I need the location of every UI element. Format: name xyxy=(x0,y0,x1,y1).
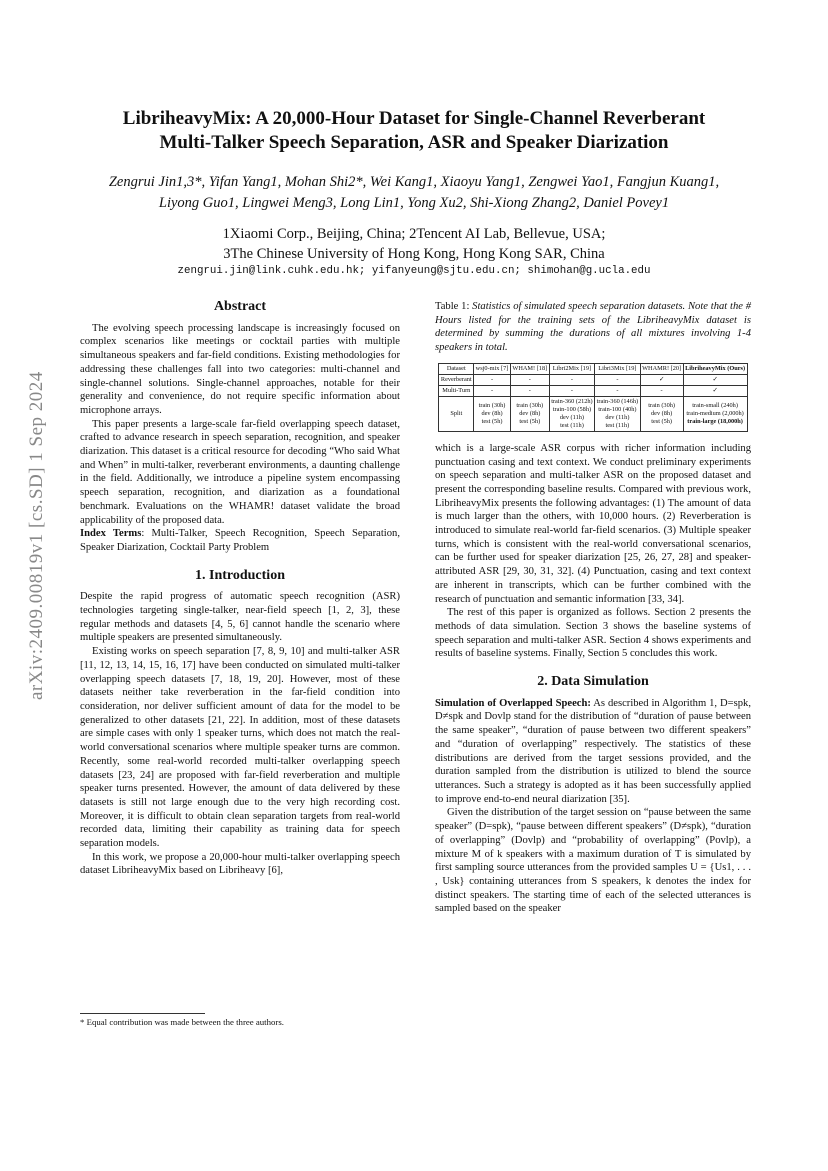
table-cell xyxy=(595,396,640,431)
footnote: * Equal contribution was made between the three authors. xyxy=(80,1017,284,1027)
table-cell xyxy=(683,396,747,431)
table-cell: ✓ xyxy=(683,385,747,396)
split-item: test (5h) xyxy=(481,417,503,425)
split-item: test (5h) xyxy=(651,417,673,425)
authors xyxy=(80,172,748,214)
table-header-row xyxy=(439,363,747,374)
title-line-2: Multi-Talker Speech Separation, ASR and Speaker Diarization xyxy=(159,132,669,153)
split-item: train-small (240h) xyxy=(692,401,738,409)
affiliation-line-1: 1Xiaomi Corp., Beijing, China; 2Tencent AI Lab, Bellevue, USA; xyxy=(222,226,606,242)
index-terms-label: Index Terms xyxy=(80,528,142,540)
table-header-dataset: Dataset xyxy=(439,363,474,374)
right-paragraph-1: which is a large-scale ASR corpus with richer information including punctuation casing and text context. We conduct preliminary experiments on speech separation and multi-talker ASR on the proposed dataset and present the corresponding baseline results. Compared with previous work, LibriheavyMix presents the following advantages: (1) The amount of data is much larger than the others, with 10,000 hours. (2) Reverberation is introduced to simulate real-world far-field scenarios. (3) Multiple speaker turns, which is consistent with the real-world conversational scenarios, can be further used for speaker diarization [25, 26, 27, 28] and speaker-attributed ASR [29, 30, 31, 32]. (4) Punctuation, casing and text context are inherent in transcripts, which can be further combined with the research of punctuation and semantic information [33, 34]. xyxy=(435,442,751,605)
table-header-col: Libri3Mix [19] xyxy=(595,363,640,374)
footnote-rule xyxy=(80,1013,205,1014)
table-cell: - xyxy=(549,385,594,396)
split-item: dev (8h) xyxy=(519,409,541,417)
split-item: train-360 (212h) xyxy=(551,397,593,405)
table-row-multi-turn xyxy=(439,385,747,396)
table-header-col: wsj0-mix [7] xyxy=(474,363,511,374)
table-cell: - xyxy=(474,385,511,396)
split-item: test (5h) xyxy=(519,417,541,425)
abstract-paragraph-1: The evolving speech processing landscape is increasingly focused on complex scenarios like meetings or cocktail parties with multiple simultaneous speakers and far-field conditions. Existing methodologies for addressing these challenges fall into two categories: multi-channel and single-channel solutions. Single-channel approaches, notable for their generality and convenience, do not require specific information about microphone arrays. xyxy=(80,322,400,416)
table-row-split xyxy=(439,396,747,431)
table-cell xyxy=(640,396,683,431)
split-item: dev (8h) xyxy=(651,409,673,417)
split-item: train-medium (2,000h) xyxy=(686,409,744,417)
index-terms xyxy=(80,527,400,554)
table-header-col-ours: LibriheavyMix (Ours) xyxy=(683,363,747,374)
split-item: dev (8h) xyxy=(481,409,503,417)
simulation-paragraph-2: Given the distribution of the target session on “pause between the same speaker” (D=spk), “pause between different speakers” (D≠spk), “duration of overlapping” (Dovlp) and “probability of overlapping” (Povlp), a mixture M of k speakers with a maximum duration of T is simulated by first sampling source utterances from the provided samples U = {Us1, . . . , Usk} containing utterances from S speakers, k denotes the index for distinct speakers. The starting time of each of the selected utterances is sampled based on the speaker xyxy=(435,807,751,915)
table-cell: - xyxy=(474,374,511,385)
split-item: dev (11h) xyxy=(559,413,584,421)
table-cell: - xyxy=(510,385,549,396)
table-caption xyxy=(435,300,751,355)
intro-paragraph-1: Despite the rapid progress of automatic speech recognition (ASR) technologies targeting single-talker, near-field speech [1, 2, 3], these regular methods and datasets [4, 5, 6] cannot handle the scenario where multiple speakers are presented simultaneously. xyxy=(80,591,400,644)
table-header-col: Libri2Mix [19] xyxy=(549,363,594,374)
authors-line-1: Zengrui Jin1,3*, Yifan Yang1, Mohan Shi2*, Wei Kang1, Xiaoyu Yang1, Zengwei Yao1, Fangjun Kuang1, xyxy=(108,174,720,190)
split-item: dev (11h) xyxy=(605,413,630,421)
table-row-label: Split xyxy=(439,396,474,431)
table-row-reverberant xyxy=(439,374,747,385)
table-header-col: WHAM! [18] xyxy=(510,363,549,374)
index-terms-text: : Multi-Talker, Speech Recognition, Speech Separation, Speaker Diarization, Cocktail Party Problem xyxy=(80,528,400,553)
split-item: train-100 (58h) xyxy=(552,405,592,413)
table-cell xyxy=(549,396,594,431)
table-caption-label: Table 1: xyxy=(435,301,470,312)
abstract-paragraph-2: This paper presents a large-scale far-field overlapping speech dataset, crafted to advance research in speech separation, recognition, and speaker diarization. This dataset is a critical resource for decoding “Who said What and When” in multi-talker, reverberant environments, a daunting challenge in the field. Additionally, we introduce a pipeline system encompassing speech separation, recognition, and diarization as a foundational benchmark. Evaluations on the WHAMR! dataset validate the broad applicability of the proposed data. xyxy=(80,418,400,526)
intro-paragraph-2: Existing works on speech separation [7, 8, 9, 10] and multi-talker ASR [11, 12, 13, 14, 15, 16, 17] have been conducted on simulated multi-talker overlapping speech datasets [7, 18, 19, 20]. However, most of these datasets neither take reverberation in the far-field condition into consideration, nor deliver sufficient amount of data for the model to be generalized to other datasets [21, 22]. In addition, most of these datasets are simple cases with only 1 speaker turns, which does not match the real-world conversational scenarios where multiple speaker turns are common. Recently, some real-world recorded multi-talker overlapping speech datasets [23, 24] are proposed with far-field reverberation and multiple speaker turns presented. However, the amount of data delivered by these datasets is still not large enough due to the very high recording cost. Moreover, it is difficult to obtain clean separation targets from real-world recorded data, limiting their capability as training data for speech separation models. xyxy=(80,646,400,850)
split-item: train-100 (40h) xyxy=(598,405,637,413)
right-column xyxy=(435,300,751,916)
arxiv-stamp: arXiv:2409.00819v1 [cs.SD] 1 Sep 2024 xyxy=(26,371,47,700)
data-simulation-heading: 2. Data Simulation xyxy=(537,674,649,690)
affiliation-line-2: 3The Chinese University of Hong Kong, Hong Kong SAR, China xyxy=(223,246,605,262)
table-cell: - xyxy=(549,374,594,385)
table-row-label: Multi-Turn xyxy=(439,385,474,396)
split-item: train (30h) xyxy=(478,401,506,409)
table-cell: ✓ xyxy=(640,374,683,385)
table-cell: - xyxy=(595,374,640,385)
left-column xyxy=(80,300,400,878)
paper-title xyxy=(80,107,748,155)
authors-line-2: Liyong Guo1, Lingwei Meng3, Long Lin1, Yong Xu2, Shi-Xiong Zhang2, Daniel Povey1 xyxy=(158,195,670,211)
simulation-paragraph-1 xyxy=(435,697,751,807)
table-cell xyxy=(510,396,549,431)
author-emails: zengrui.jin@link.cuhk.edu.hk; yifanyeung@sjtu.edu.cn; shimohan@g.ucla.edu xyxy=(177,265,651,277)
table-header-col: WHAMR! [20] xyxy=(640,363,683,374)
simulation-text-1: As described in Algorithm 1, D=spk, D≠spk and Dovlp stand for the distribution of “duration of pause between the same speaker”, “duration of pause between two different speakers” and “duration of overlapping” respectively. The statistics of these distributions are derived from the target sessions provided, and the duration sampled from the distribution is utilized to blend the source utterances. Such a strategy is adopted as it has been successfully applied to improve end-to-end neural diarization [35]. xyxy=(435,697,751,805)
intro-paragraph-3: In this work, we propose a 20,000-hour multi-talker overlapping speech dataset LibriheavyMix based on Libriheavy [6], xyxy=(80,851,400,877)
split-item: train-360 (146h) xyxy=(596,397,639,405)
stats-table xyxy=(438,363,747,432)
table-cell: - xyxy=(510,374,549,385)
introduction-heading: 1. Introduction xyxy=(195,567,285,583)
split-item: train-large (18,000h) xyxy=(687,417,743,425)
table-row-label: Reverberant xyxy=(439,374,474,385)
table-cell: ✓ xyxy=(683,374,747,385)
right-paragraph-2: The rest of this paper is organized as follows. Section 2 presents the methods of data simulation. Section 3 shows the baseline systems of speech separation and multi-talker ASR. Section 4 shows experiments and results of baseline systems. Finally, Section 5 concludes this work. xyxy=(435,607,751,660)
table-cell: - xyxy=(640,385,683,396)
split-item: train (30h) xyxy=(516,401,544,409)
split-item: train (30h) xyxy=(648,401,675,409)
table-cell xyxy=(474,396,511,431)
simulation-bold-label: Simulation of Overlapped Speech: xyxy=(435,697,591,709)
table-cell: - xyxy=(595,385,640,396)
table-caption-text: Statistics of simulated speech separation datasets. Note that the # Hours listed for the training sets of the LibriheavyMix dataset is determined by summing the durations of all mixtures involving 1-4 speakers in total. xyxy=(435,301,752,354)
split-item: test (11h) xyxy=(560,421,584,429)
abstract-heading: Abstract xyxy=(213,299,267,314)
title-line-1: LibriheavyMix: A 20,000-Hour Dataset for Single-Channel Reverberant xyxy=(122,108,706,129)
split-item: test (11h) xyxy=(605,421,630,429)
affiliations xyxy=(80,224,748,264)
